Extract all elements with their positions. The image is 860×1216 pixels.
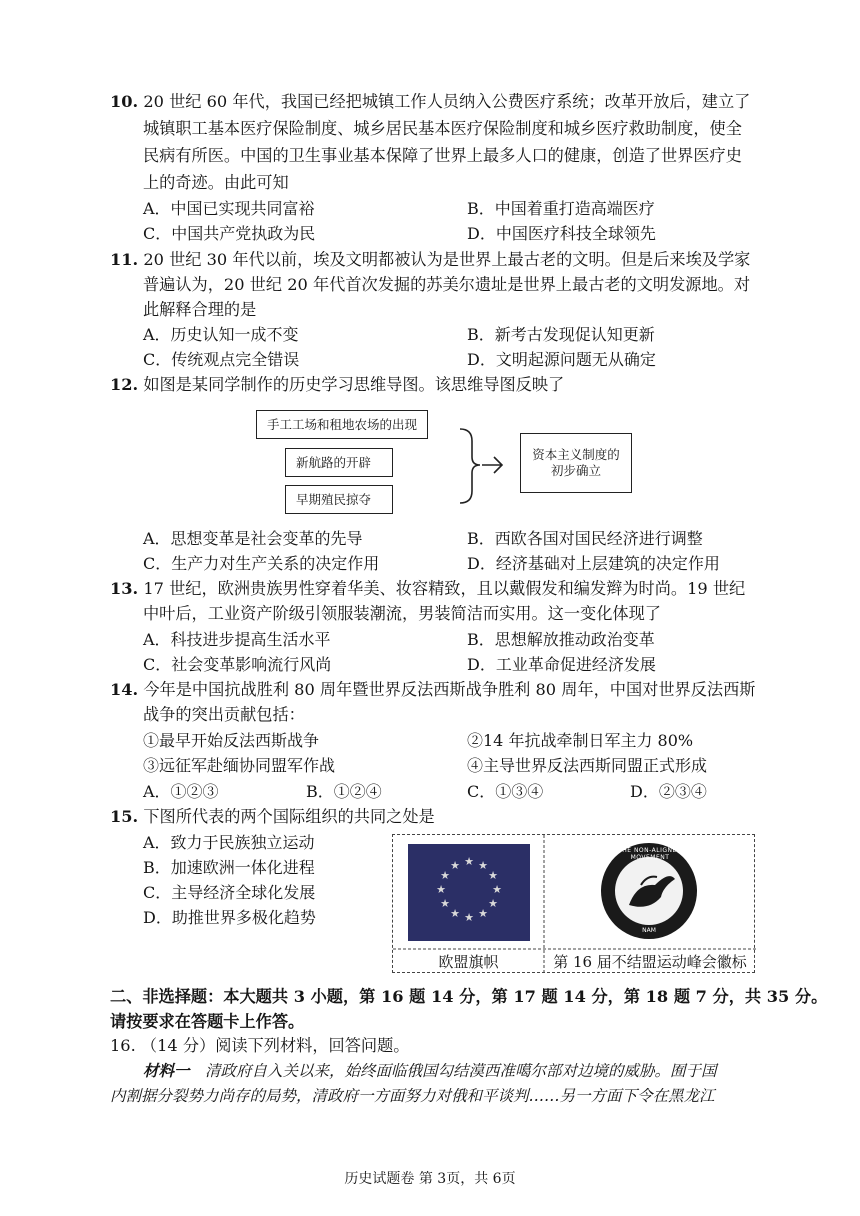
q11-number: 11. (110, 250, 139, 269)
q11-option-a: A．历史认知一成不变 (143, 325, 299, 344)
q14-line-2: 战争的突出贡献包括： (143, 705, 305, 724)
q10-number: 10. (110, 92, 139, 111)
q14-text-1: 今年是中国抗战胜利 80 周年暨世界反法西斯战争胜利 80 周年，中国对世界反法西斯 (143, 680, 756, 699)
arrow-right-icon (482, 457, 502, 473)
q11-option-b: B．新考古发现促认知更新 (467, 325, 655, 344)
caption-nam-logo: 第 16 届不结盟运动峰会徽标 (553, 953, 747, 971)
q14-item-3: ③远征军赴缅协同盟军作战 (143, 756, 336, 775)
q12-text-1: 如图是某同学制作的历史学习思维导图。该思维导图反映了 (143, 375, 565, 394)
q10-line-3: 民病有所医。中国的卫生事业基本保障了世界上最多人口的健康，创造了世界医疗史 (143, 146, 742, 165)
q15-option-b: B．加速欧洲一体化进程 (143, 858, 315, 877)
q12-line-1 (110, 373, 564, 397)
q12-option-b: B．西欧各国对国民经济进行调整 (467, 529, 703, 548)
q15-option-a: A．致力于民族独立运动 (143, 833, 315, 852)
q12-option-a: A．思想变革是社会变革的先导 (143, 529, 363, 548)
q11-option-d: D．文明起源问题无从确定 (467, 350, 656, 369)
svg-text:★: ★ (478, 859, 488, 872)
svg-text:★: ★ (450, 859, 460, 872)
section2-instruction: 请按要求在答题卡上作答。 (110, 1012, 305, 1031)
q15-option-c: C．主导经济全球化发展 (143, 883, 316, 902)
diagram-box-capitalism: 资本主义制度的初步确立 (520, 433, 632, 493)
q16-header: 16. （14 分）阅读下列材料，回答问题。 (110, 1036, 410, 1055)
q14-number: 14. (110, 680, 139, 699)
q13-number: 13. (110, 579, 139, 598)
q16-material-label: 材料一 (143, 1061, 190, 1080)
q14-line-1 (110, 678, 755, 702)
q15-text-1: 下图所代表的两个国际组织的共同之处是 (143, 807, 435, 826)
q12-number: 12. (110, 375, 139, 394)
svg-text:★: ★ (440, 897, 450, 910)
q12-option-d: D．经济基础对上层建筑的决定作用 (467, 554, 720, 573)
q14-option-a: A．①②③ (143, 782, 219, 801)
q10-option-c: C．中国共产党执政为民 (143, 224, 316, 243)
q10-line-1 (110, 90, 750, 114)
q14-item-1: ①最早开始反法西斯战争 (143, 731, 320, 750)
caption-eu-flag: 欧盟旗帜 (438, 953, 499, 971)
q12-option-c: C．生产力对生产关系的决定作用 (143, 554, 380, 573)
svg-text:★: ★ (436, 883, 446, 896)
q11-option-c: C．传统观点完全错误 (143, 350, 300, 369)
page-footer: 历史试题卷 第 3页，共 6页 (344, 1171, 516, 1187)
q13-text-1: 17 世纪，欧洲贵族男性穿着华美、妆容精致，且以戴假发和编发辫为时尚。19 世纪 (143, 579, 746, 598)
q10-line-2: 城镇职工基本医疗保险制度、城乡居民基本医疗保险制度和城乡医疗救助制度，使全 (143, 119, 742, 138)
q16-material-text-1: 清政府自入关以来，始终面临俄国勾结漠西准噶尔部对边境的威胁。囿于国 (205, 1062, 717, 1080)
q14-option-c: C．①③④ (467, 782, 544, 801)
diagram-box-new-routes: 新航路的开辟 (285, 448, 393, 477)
nam-logo-text: THE NON-ALIGNED MOVEMENT (618, 847, 682, 861)
q13-line-1 (110, 577, 745, 601)
q13-option-c: C．社会变革影响流行风尚 (143, 655, 332, 674)
q10-option-d: D．中国医疗科技全球领先 (467, 224, 656, 243)
q15-line-1 (110, 805, 435, 829)
q15-option-d: D．助推世界多极化趋势 (143, 908, 316, 927)
q13-option-d: D．工业革命促进经济发展 (467, 655, 656, 674)
q13-option-a: A．科技进步提高生活水平 (143, 630, 331, 649)
q11-line-3: 此解释合理的是 (143, 300, 257, 319)
svg-text:★: ★ (464, 855, 474, 868)
svg-text:★: ★ (464, 911, 474, 924)
brace-shape (460, 429, 480, 503)
q10-option-b: B．中国着重打造高端医疗 (467, 199, 655, 218)
svg-text:★: ★ (440, 869, 450, 882)
svg-text:★: ★ (488, 869, 498, 882)
svg-text:★: ★ (450, 907, 460, 920)
section2-heading: 二、非选择题：本大题共 3 小题，第 16 题 14 分，第 17 题 14 分，第 18 题 7 分，共 35 分。 (110, 987, 828, 1006)
q15-number: 15. (110, 807, 139, 826)
q13-option-b: B．思想解放推动政治变革 (467, 630, 655, 649)
q14-option-b: B．①②④ (306, 782, 382, 801)
q15-figure-frame (392, 834, 755, 973)
q10-option-a: A．中国已实现共同富裕 (143, 199, 315, 218)
diagram-brace-arrow (458, 427, 522, 507)
q16-material-line-2: 内割据分裂势力尚存的局势，清政府一方面努力对俄和平谈判……另一方面下令在黑龙江 (110, 1087, 715, 1105)
q10-line-4: 上的奇迹。由此可知 (143, 173, 289, 192)
svg-text:★: ★ (492, 883, 502, 896)
q16-material-line-1 (143, 1059, 717, 1083)
q11-line-1 (110, 248, 750, 272)
svg-text:★: ★ (478, 907, 488, 920)
diagram-box-workshops: 手工工场和租地农场的出现 (256, 410, 428, 439)
q11-line-2: 普遍认为，20 世纪 20 年代首次发掘的苏美尔遗址是世界上最古老的文明发源地。对 (143, 275, 751, 294)
svg-text:★: ★ (488, 897, 498, 910)
q14-item-4: ④主导世界反法西斯同盟正式形成 (467, 756, 708, 775)
q13-line-2: 中叶后，工业资产阶级引领服装潮流，男装简洁而实用。这一变化体现了 (143, 604, 661, 623)
q14-item-2: ②14 年抗战牵制日军主力 80% (467, 731, 694, 750)
q14-option-d: D．②③④ (630, 782, 707, 801)
nam-logo-bottom-text: NAM (642, 927, 656, 934)
diagram-box-colonial-plunder: 早期殖民掠夺 (285, 485, 393, 514)
q10-text-1: 20 世纪 60 年代，我国已经把城镇工作人员纳入公费医疗系统；改革开放后，建立了 (143, 92, 751, 111)
q11-text-1: 20 世纪 30 年代以前，埃及文明都被认为是世界上最古老的文明。但是后来埃及学家 (143, 250, 751, 269)
